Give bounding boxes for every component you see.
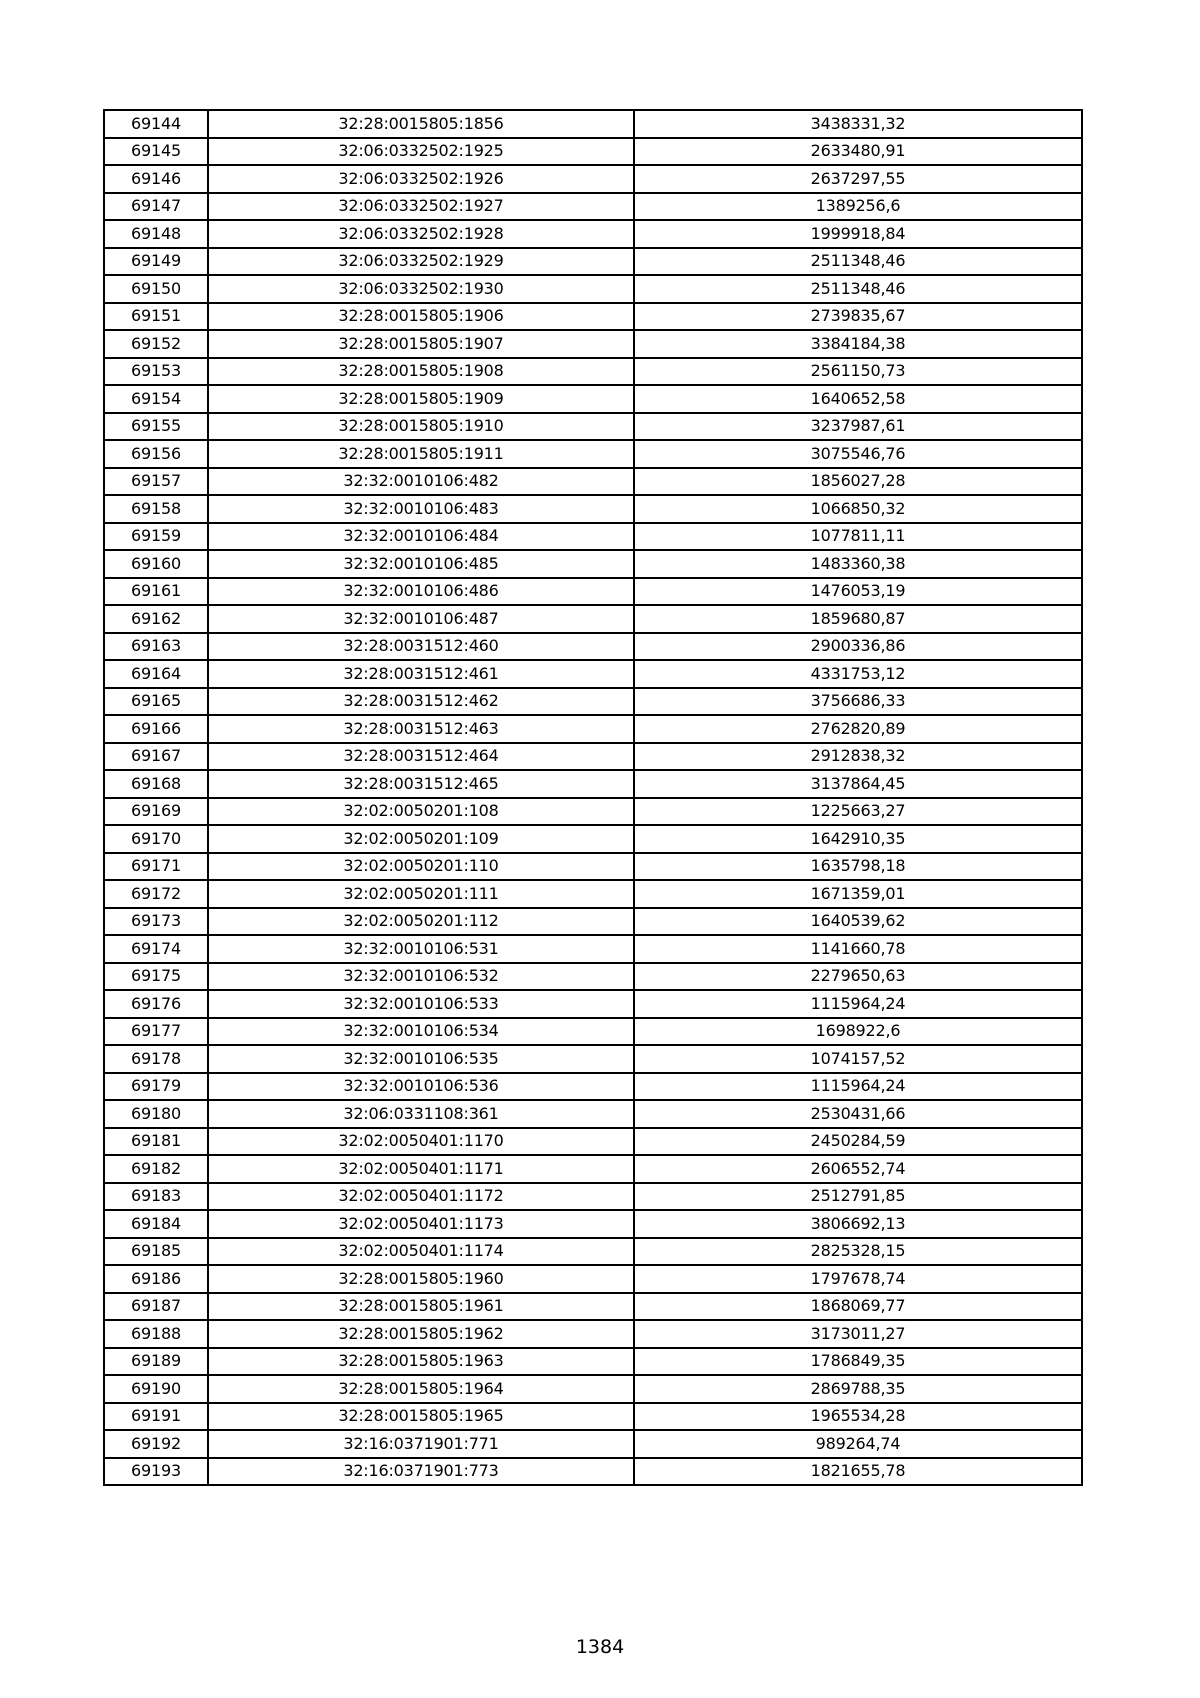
cadastral-number-cell: 32:06:0332502:1928 — [208, 220, 634, 248]
cadastral-number-cell: 32:02:0050201:112 — [208, 908, 634, 936]
row-number-cell: 69170 — [104, 825, 208, 853]
row-number-cell: 69162 — [104, 605, 208, 633]
row-number-cell: 69149 — [104, 248, 208, 276]
row-number-cell: 69178 — [104, 1045, 208, 1073]
row-number-cell: 69179 — [104, 1073, 208, 1101]
cadastral-number-cell: 32:28:0015805:1961 — [208, 1293, 634, 1321]
cadastral-number-cell: 32:28:0015805:1910 — [208, 413, 634, 441]
cadastral-value-table-container — [103, 109, 1081, 1486]
table-row — [104, 1238, 1082, 1266]
row-number-cell: 69189 — [104, 1348, 208, 1376]
table-row — [104, 330, 1082, 358]
cadastral-value-cell: 2511348,46 — [634, 275, 1082, 303]
table-row — [104, 605, 1082, 633]
cadastral-number-cell: 32:32:0010106:483 — [208, 495, 634, 523]
table-row — [104, 165, 1082, 193]
table-row — [104, 880, 1082, 908]
row-number-cell: 69182 — [104, 1155, 208, 1183]
row-number-cell: 69193 — [104, 1458, 208, 1486]
cadastral-number-cell: 32:32:0010106:487 — [208, 605, 634, 633]
row-number-cell: 69183 — [104, 1183, 208, 1211]
table-row — [104, 825, 1082, 853]
table-row — [104, 550, 1082, 578]
row-number-cell: 69161 — [104, 578, 208, 606]
cadastral-value-cell: 2912838,32 — [634, 743, 1082, 771]
table-row — [104, 248, 1082, 276]
cadastral-number-cell: 32:02:0050401:1172 — [208, 1183, 634, 1211]
cadastral-value-cell: 2739835,67 — [634, 303, 1082, 331]
table-row — [104, 853, 1082, 881]
cadastral-number-cell: 32:28:0031512:463 — [208, 715, 634, 743]
table-row — [104, 138, 1082, 166]
cadastral-number-cell: 32:28:0031512:460 — [208, 633, 634, 661]
table-row — [104, 1210, 1082, 1238]
row-number-cell: 69171 — [104, 853, 208, 881]
cadastral-number-cell: 32:02:0050201:109 — [208, 825, 634, 853]
table-row — [104, 358, 1082, 386]
table-row — [104, 660, 1082, 688]
table-row — [104, 193, 1082, 221]
table-row — [104, 495, 1082, 523]
cadastral-number-cell: 32:28:0015805:1856 — [208, 110, 634, 138]
cadastral-value-cell: 2869788,35 — [634, 1375, 1082, 1403]
cadastral-value-cell: 3806692,13 — [634, 1210, 1082, 1238]
cadastral-value-cell: 3384184,38 — [634, 330, 1082, 358]
table-row — [104, 275, 1082, 303]
cadastral-number-cell: 32:06:0332502:1925 — [208, 138, 634, 166]
cadastral-number-cell: 32:28:0015805:1962 — [208, 1320, 634, 1348]
table-body — [104, 110, 1082, 1485]
cadastral-value-cell: 2900336,86 — [634, 633, 1082, 661]
cadastral-number-cell: 32:28:0015805:1907 — [208, 330, 634, 358]
row-number-cell: 69153 — [104, 358, 208, 386]
cadastral-number-cell: 32:28:0015805:1963 — [208, 1348, 634, 1376]
table-row — [104, 743, 1082, 771]
cadastral-value-cell: 1077811,11 — [634, 523, 1082, 551]
cadastral-number-cell: 32:32:0010106:485 — [208, 550, 634, 578]
cadastral-number-cell: 32:28:0015805:1906 — [208, 303, 634, 331]
cadastral-value-cell: 1965534,28 — [634, 1403, 1082, 1431]
cadastral-number-cell: 32:06:0332502:1926 — [208, 165, 634, 193]
cadastral-value-cell: 1640539,62 — [634, 908, 1082, 936]
cadastral-number-cell: 32:02:0050401:1173 — [208, 1210, 634, 1238]
row-number-cell: 69148 — [104, 220, 208, 248]
row-number-cell: 69168 — [104, 770, 208, 798]
table-row — [104, 303, 1082, 331]
row-number-cell: 69151 — [104, 303, 208, 331]
cadastral-value-cell: 3137864,45 — [634, 770, 1082, 798]
cadastral-value-cell: 1671359,01 — [634, 880, 1082, 908]
row-number-cell: 69166 — [104, 715, 208, 743]
cadastral-value-cell: 1389256,6 — [634, 193, 1082, 221]
row-number-cell: 69169 — [104, 798, 208, 826]
cadastral-value-cell: 2279650,63 — [634, 963, 1082, 991]
row-number-cell: 69175 — [104, 963, 208, 991]
row-number-cell: 69164 — [104, 660, 208, 688]
cadastral-number-cell: 32:06:0332502:1929 — [208, 248, 634, 276]
table-row — [104, 1155, 1082, 1183]
table-row — [104, 770, 1082, 798]
cadastral-number-cell: 32:28:0031512:465 — [208, 770, 634, 798]
cadastral-value-cell: 1483360,38 — [634, 550, 1082, 578]
cadastral-value-cell: 1066850,32 — [634, 495, 1082, 523]
row-number-cell: 69150 — [104, 275, 208, 303]
table-row — [104, 1403, 1082, 1431]
table-row — [104, 1018, 1082, 1046]
table-row — [104, 798, 1082, 826]
cadastral-number-cell: 32:02:0050401:1171 — [208, 1155, 634, 1183]
cadastral-value-cell: 2450284,59 — [634, 1128, 1082, 1156]
cadastral-value-cell: 2512791,85 — [634, 1183, 1082, 1211]
cadastral-number-cell: 32:32:0010106:532 — [208, 963, 634, 991]
table-row — [104, 1183, 1082, 1211]
row-number-cell: 69174 — [104, 935, 208, 963]
table-row — [104, 1430, 1082, 1458]
row-number-cell: 69173 — [104, 908, 208, 936]
table-row — [104, 1265, 1082, 1293]
cadastral-number-cell: 32:32:0010106:533 — [208, 990, 634, 1018]
cadastral-number-cell: 32:02:0050401:1170 — [208, 1128, 634, 1156]
cadastral-number-cell: 32:28:0015805:1960 — [208, 1265, 634, 1293]
row-number-cell: 69186 — [104, 1265, 208, 1293]
cadastral-value-cell: 1999918,84 — [634, 220, 1082, 248]
row-number-cell: 69192 — [104, 1430, 208, 1458]
row-number-cell: 69176 — [104, 990, 208, 1018]
table-row — [104, 1073, 1082, 1101]
table-row — [104, 578, 1082, 606]
cadastral-value-cell: 2606552,74 — [634, 1155, 1082, 1183]
cadastral-value-cell: 1115964,24 — [634, 990, 1082, 1018]
cadastral-number-cell: 32:28:0031512:462 — [208, 688, 634, 716]
row-number-cell: 69163 — [104, 633, 208, 661]
table-row — [104, 385, 1082, 413]
table-row — [104, 1320, 1082, 1348]
row-number-cell: 69154 — [104, 385, 208, 413]
cadastral-value-cell: 2561150,73 — [634, 358, 1082, 386]
row-number-cell: 69167 — [104, 743, 208, 771]
cadastral-number-cell: 32:28:0015805:1911 — [208, 440, 634, 468]
row-number-cell: 69145 — [104, 138, 208, 166]
cadastral-value-cell: 1797678,74 — [634, 1265, 1082, 1293]
table-row — [104, 688, 1082, 716]
row-number-cell: 69155 — [104, 413, 208, 441]
cadastral-value-cell: 3237987,61 — [634, 413, 1082, 441]
table-row — [104, 963, 1082, 991]
page-number: 1384 — [575, 1636, 625, 1658]
cadastral-value-cell: 1115964,24 — [634, 1073, 1082, 1101]
table-row — [104, 1100, 1082, 1128]
cadastral-number-cell: 32:02:0050201:108 — [208, 798, 634, 826]
cadastral-number-cell: 32:16:0371901:771 — [208, 1430, 634, 1458]
cadastral-value-cell: 1859680,87 — [634, 605, 1082, 633]
table-row — [104, 413, 1082, 441]
cadastral-value-table — [103, 109, 1083, 1486]
cadastral-number-cell: 32:32:0010106:486 — [208, 578, 634, 606]
table-row — [104, 220, 1082, 248]
table-row — [104, 1045, 1082, 1073]
table-row — [104, 990, 1082, 1018]
cadastral-number-cell: 32:06:0331108:361 — [208, 1100, 634, 1128]
row-number-cell: 69185 — [104, 1238, 208, 1266]
cadastral-value-cell: 1476053,19 — [634, 578, 1082, 606]
table-row — [104, 1458, 1082, 1486]
cadastral-value-cell: 1856027,28 — [634, 468, 1082, 496]
row-number-cell: 69156 — [104, 440, 208, 468]
cadastral-value-cell: 2762820,89 — [634, 715, 1082, 743]
cadastral-value-cell: 3173011,27 — [634, 1320, 1082, 1348]
table-row — [104, 523, 1082, 551]
table-row — [104, 1128, 1082, 1156]
cadastral-value-cell: 1074157,52 — [634, 1045, 1082, 1073]
cadastral-value-cell: 1640652,58 — [634, 385, 1082, 413]
row-number-cell: 69160 — [104, 550, 208, 578]
row-number-cell: 69180 — [104, 1100, 208, 1128]
cadastral-value-cell: 2633480,91 — [634, 138, 1082, 166]
cadastral-value-cell: 4331753,12 — [634, 660, 1082, 688]
cadastral-number-cell: 32:32:0010106:482 — [208, 468, 634, 496]
cadastral-value-cell: 1698922,6 — [634, 1018, 1082, 1046]
cadastral-value-cell: 1642910,35 — [634, 825, 1082, 853]
row-number-cell: 69159 — [104, 523, 208, 551]
row-number-cell: 69165 — [104, 688, 208, 716]
row-number-cell: 69191 — [104, 1403, 208, 1431]
cadastral-value-cell: 3756686,33 — [634, 688, 1082, 716]
row-number-cell: 69147 — [104, 193, 208, 221]
row-number-cell: 69187 — [104, 1293, 208, 1321]
cadastral-value-cell: 1141660,78 — [634, 935, 1082, 963]
row-number-cell: 69152 — [104, 330, 208, 358]
row-number-cell: 69158 — [104, 495, 208, 523]
cadastral-value-cell: 1786849,35 — [634, 1348, 1082, 1376]
row-number-cell: 69190 — [104, 1375, 208, 1403]
table-row — [104, 110, 1082, 138]
table-row — [104, 935, 1082, 963]
cadastral-number-cell: 32:32:0010106:535 — [208, 1045, 634, 1073]
cadastral-number-cell: 32:32:0010106:536 — [208, 1073, 634, 1101]
row-number-cell: 69172 — [104, 880, 208, 908]
cadastral-number-cell: 32:32:0010106:534 — [208, 1018, 634, 1046]
table-row — [104, 440, 1082, 468]
cadastral-number-cell: 32:28:0031512:461 — [208, 660, 634, 688]
table-row — [104, 715, 1082, 743]
cadastral-number-cell: 32:16:0371901:773 — [208, 1458, 634, 1486]
cadastral-number-cell: 32:28:0015805:1909 — [208, 385, 634, 413]
table-row — [104, 468, 1082, 496]
table-row — [104, 633, 1082, 661]
cadastral-number-cell: 32:02:0050201:111 — [208, 880, 634, 908]
cadastral-number-cell: 32:32:0010106:484 — [208, 523, 634, 551]
table-row — [104, 908, 1082, 936]
row-number-cell: 69157 — [104, 468, 208, 496]
cadastral-number-cell: 32:28:0015805:1965 — [208, 1403, 634, 1431]
table-row — [104, 1293, 1082, 1321]
cadastral-number-cell: 32:02:0050401:1174 — [208, 1238, 634, 1266]
cadastral-number-cell: 32:06:0332502:1927 — [208, 193, 634, 221]
cadastral-number-cell: 32:06:0332502:1930 — [208, 275, 634, 303]
row-number-cell: 69144 — [104, 110, 208, 138]
cadastral-value-cell: 1225663,27 — [634, 798, 1082, 826]
cadastral-value-cell: 3075546,76 — [634, 440, 1082, 468]
cadastral-value-cell: 2511348,46 — [634, 248, 1082, 276]
cadastral-value-cell: 2637297,55 — [634, 165, 1082, 193]
cadastral-number-cell: 32:02:0050201:110 — [208, 853, 634, 881]
row-number-cell: 69177 — [104, 1018, 208, 1046]
row-number-cell: 69181 — [104, 1128, 208, 1156]
row-number-cell: 69146 — [104, 165, 208, 193]
cadastral-value-cell: 1821655,78 — [634, 1458, 1082, 1486]
cadastral-value-cell: 1635798,18 — [634, 853, 1082, 881]
cadastral-value-cell: 2530431,66 — [634, 1100, 1082, 1128]
cadastral-number-cell: 32:28:0031512:464 — [208, 743, 634, 771]
row-number-cell: 69184 — [104, 1210, 208, 1238]
cadastral-number-cell: 32:28:0015805:1964 — [208, 1375, 634, 1403]
table-row — [104, 1375, 1082, 1403]
cadastral-number-cell: 32:32:0010106:531 — [208, 935, 634, 963]
cadastral-number-cell: 32:28:0015805:1908 — [208, 358, 634, 386]
cadastral-value-cell: 2825328,15 — [634, 1238, 1082, 1266]
row-number-cell: 69188 — [104, 1320, 208, 1348]
cadastral-value-cell: 3438331,32 — [634, 110, 1082, 138]
cadastral-value-cell: 989264,74 — [634, 1430, 1082, 1458]
cadastral-value-cell: 1868069,77 — [634, 1293, 1082, 1321]
table-row — [104, 1348, 1082, 1376]
